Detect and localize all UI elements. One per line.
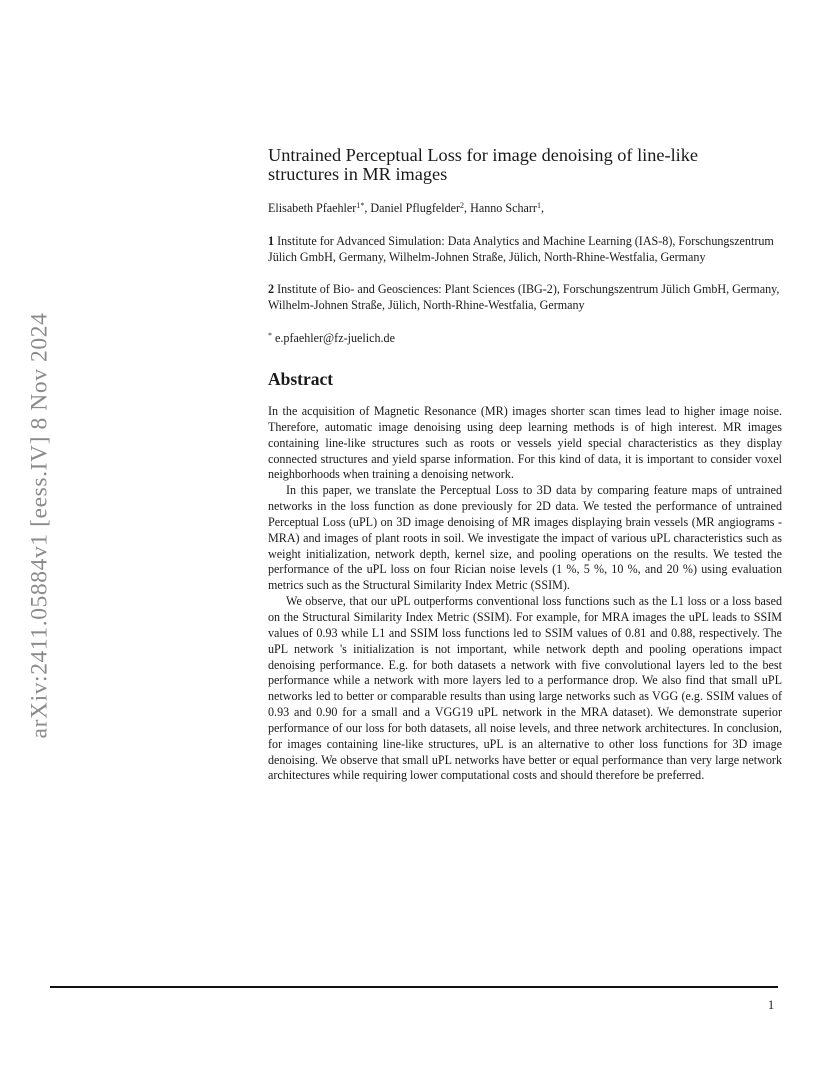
abstract-paragraph: We observe, that our uPL outperforms conventional loss functions such as the L1 loss or a loss based on the Structural Similarity Index Metric (SSIM). For example, for MRA images the uPL leads to SSIM values of 0.93 while L1 and SSIM loss functions led to SSIM values of 0.81 and 0.88, respectively. The uPL network 's initialization is not important, while network depth and pooling operations impact denoising performance. E.g. for both datasets a network with five convolutional layers led to the best performance while a network with more layers led to a performance drop. We also find that small uPL networks led to better or comparable results than using large networks such as VGG (e.g. SSIM values of 0.93 and 0.90 for a small and a VGG19 uPL network in the MRA dataset). We demonstrate superior performance of our loss for both datasets, all noise levels, and three network architectures. In conclusion, for images containing line-like structures, uPL is an alternative to other loss functions for 3D image denoising. We observe that small uPL networks have better or equal performance than very large network architectures while requiring lower computational costs and should therefore be preferred.: [268, 594, 782, 783]
author-affiliation-mark: 1*: [356, 201, 365, 210]
affiliation-2: [268, 281, 784, 313]
corresponding-author: [268, 331, 395, 346]
footer-rule: [50, 986, 778, 988]
corresponding-mark: *: [268, 331, 272, 340]
affiliation-text: Institute of Bio- and Geosciences: Plant Sciences (IBG-2), Forschungszentrum Jülich GmbH, Germany, Wilhelm-Johnen Straße, Jülich, North-Rhine-Westfalia, Germany: [268, 282, 780, 312]
paper-title: Untrained Perceptual Loss for image denoising of line-like structures in MR images: [268, 145, 698, 184]
author-affiliation-mark: 1: [536, 201, 541, 210]
affiliation-1: [268, 233, 784, 265]
affiliation-text: Institute for Advanced Simulation: Data Analytics and Machine Learning (IAS-8), Forschungszentrum Jülich GmbH, Germany, Wilhelm-Johnen Straße, Jülich, North-Rhine-Westfalia, Germany: [268, 234, 774, 264]
author-name: Hanno Scharr: [470, 201, 537, 215]
author-separator: ,: [540, 201, 544, 215]
arxiv-identifier-text: arXiv:2411.05884v1 [eess.IV] 8 Nov 2024: [26, 312, 53, 738]
abstract-body: [268, 404, 782, 784]
affiliation-number: 2: [268, 282, 275, 296]
author-affiliation-mark: 2: [460, 201, 465, 210]
arxiv-identifier-sidebar: [22, 290, 58, 760]
author-separator: ,: [364, 201, 371, 215]
author-list: [268, 201, 544, 216]
abstract-paragraph: In this paper, we translate the Perceptual Loss to 3D data by comparing feature maps of untrained networks in the loss function as done previously for 2D data. We tested the performance of untrained Perceptual Loss (uPL) on 3D image denoising of MR images displaying brain vessels (MR angiograms - MRA) and images of plant roots in soil. We investigate the impact of various uPL characteristics such as weight initialization, network depth, kernel size, and pooling operations on the results. We tested the performance of the uPL loss on four Rician noise levels (1 %, 5 %, 10 %, and 20 %) using evaluation metrics such as the Structural Similarity Index Metric (SSIM).: [268, 483, 782, 593]
abstract-paragraph: In the acquisition of Magnetic Resonance (MR) images shorter scan times lead to higher image noise. Therefore, automatic image denoising using deep learning methods is of high interest. MR images containing line-like structures such as roots or vessels yield special characteristics as they display connected structures and yield sparse information. For this kind of data, it is important to consider voxel neighborhoods when training a denoising network.: [268, 404, 782, 482]
affiliation-number: 1: [268, 234, 275, 248]
author-name: Daniel Pflugfelder: [370, 201, 461, 215]
author-separator: ,: [464, 201, 471, 215]
page-number: 1: [768, 998, 775, 1012]
corresponding-email: e.pfaehler@fz-juelich.de: [275, 331, 395, 345]
author-name: Elisabeth Pfaehler: [268, 201, 357, 215]
abstract-heading: Abstract: [268, 369, 334, 389]
